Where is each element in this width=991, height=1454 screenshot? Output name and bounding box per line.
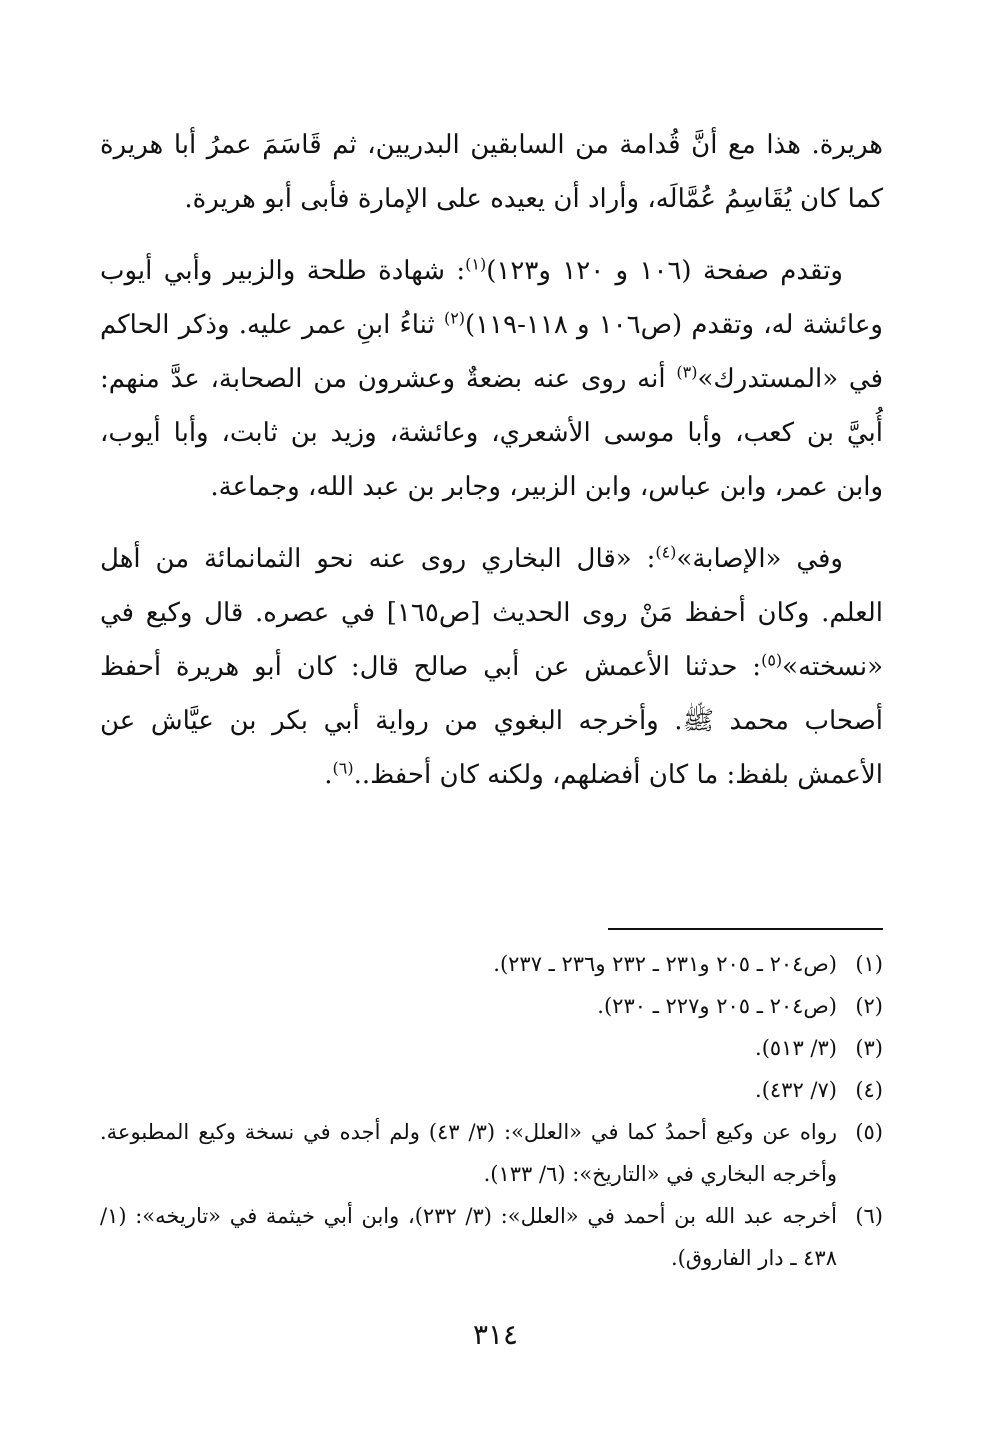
- footnote-text: (ص٢٠٤ ـ ٢٠٥ و٢٢٧ ـ ٢٣٠).: [597, 994, 837, 1018]
- footnote-text: رواه عن وكيع أحمدُ كما في «العلل»: (٣/ ٤٣) ولم أجده في نسخة وكيع المطبوعة. وأخرجه البخاري في «التاريخ»: (٦/ ١٣٣).: [100, 1120, 837, 1186]
- paragraph-3: [100, 532, 883, 802]
- paragraph-1: [100, 118, 883, 226]
- footnote-6: [100, 1195, 883, 1279]
- footnote-text: (٧/ ٤٣٢).: [755, 1078, 837, 1102]
- paragraph-2-text-b: : شهادة طلحة والزبير وأبي أيوب وعائشة له، وتقدم (ص١٠٦ و ١١٨-١١٩): [100, 256, 883, 340]
- paragraph-1-text: هريرة. هذا مع أنَّ قُدامة من السابقين البدريين، ثم قَاسَمَ عمرُ أبا هريرة كما كان يُقَاسِمُ عُمَّالَه، وأراد أن يعيده على الإمارة فأبى أبو هريرة.: [100, 130, 883, 214]
- footnotes: [100, 943, 883, 1279]
- footnote-2: [100, 985, 883, 1027]
- paragraph-3-text-b: : «قال البخاري روى عنه نحو الثمانمائة من أهل العلم. وكان أحفظ مَنْ روى الحديث [ص١٦٥] في عصره. قال وكيع في «نسخته»: [100, 544, 883, 682]
- footnote-divider: [608, 928, 883, 930]
- footnote-text: أخرجه عبد الله بن أحمد في «العلل»: (٣/ ٢٣٢)، وابن أبي خيثمة في «تاريخه»: (١/ ٤٣٨ ـ دار الفاروق).: [100, 1204, 837, 1270]
- paragraph-3-text-d: .: [324, 760, 333, 790]
- footnote-ref-6[interactable]: (٦): [332, 758, 354, 778]
- footnote-number: (١): [855, 952, 883, 976]
- footnote-5: [100, 1111, 883, 1195]
- page-number: ٣١٤: [472, 1318, 519, 1351]
- footnote-number: (٢): [855, 994, 883, 1018]
- footnote-ref-2[interactable]: (٢): [443, 308, 466, 328]
- footnote-ref-4[interactable]: (٤): [655, 542, 677, 562]
- footnote-3: [100, 1027, 883, 1069]
- footnote-ref-3[interactable]: (٣): [676, 362, 698, 382]
- footnote-4: [100, 1069, 883, 1111]
- footnote-ref-5[interactable]: (٥): [761, 650, 783, 670]
- paragraph-3-text-a: وفي «الإصابة»: [676, 544, 843, 574]
- footnote-number: (٤): [855, 1078, 883, 1102]
- paragraph-3-text-c: : حدثنا الأعمش عن أبي صالح قال: كان أبو هريرة أحفظ أصحاب محمد ﷺ. وأخرجه البغوي من رواية أبي بكر بن عيَّاش عن الأعمش بلفظ: ما كان أفضلهم، ولكنه كان أحفظ..: [100, 652, 883, 790]
- footnote-number: (٣): [855, 1036, 883, 1060]
- paragraph-2-text-a: وتقدم صفحة (١٠٦ و ١٢٠ و١٢٣): [486, 256, 843, 286]
- footnote-text: (ص٢٠٤ ـ ٢٠٥ و٢٣١ ـ ٢٣٢ و٢٣٦ ـ ٢٣٧).: [493, 952, 837, 976]
- paragraph-2-text-c: ثناءُ ابنِ عمر عليه. وذكر الحاكم في «المستدرك»: [100, 310, 883, 394]
- main-text: [100, 118, 883, 820]
- footnote-ref-1[interactable]: (١): [465, 254, 487, 274]
- footnote-number: (٦): [855, 1204, 883, 1228]
- footnote-1: [100, 943, 883, 985]
- footnote-text: (٣/ ٥١٣).: [755, 1036, 837, 1060]
- footnote-number: (٥): [855, 1120, 883, 1144]
- paragraph-2-text-d: أنه روى عنه بضعةٌ وعشرون من الصحابة، عدَّ منهم: أُبيَّ بن كعب، وأبا موسى الأشعري، وعائشة، وزيد بن ثابت، وأبا أيوب، وابن عمر، وابن عباس، وابن الزبير، وجابر بن عبد الله، وجماعة.: [100, 364, 883, 502]
- paragraph-2: [100, 244, 883, 514]
